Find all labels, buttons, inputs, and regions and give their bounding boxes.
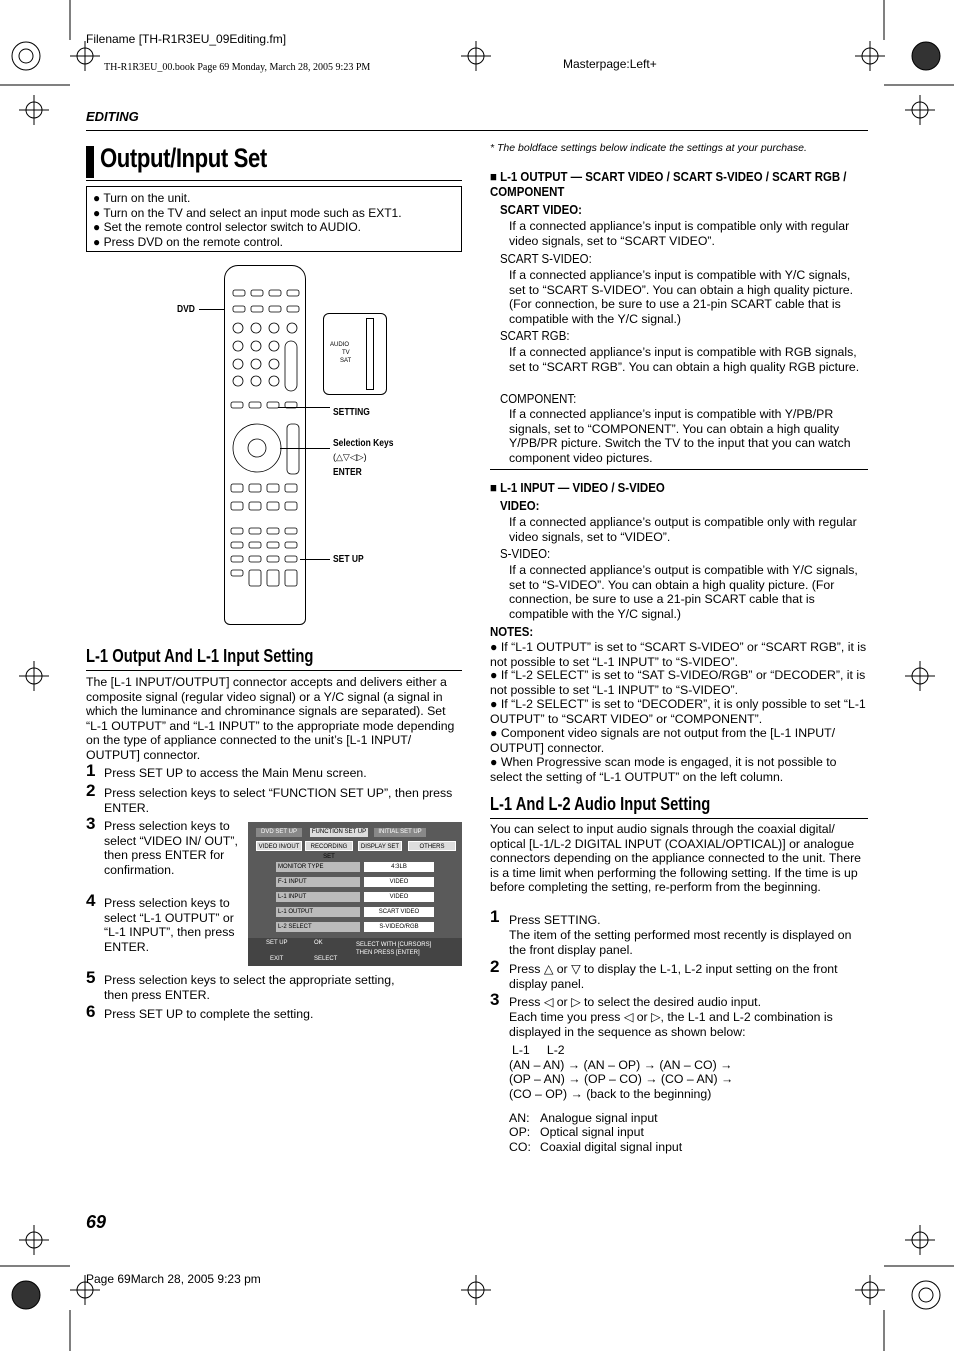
setup-leader: [300, 559, 330, 560]
legend-key: AN:: [509, 1111, 530, 1125]
step-text: Press ◁ or ▷ to select the desired audio input.: [509, 995, 762, 1009]
option-name: SCART VIDEO:: [500, 202, 582, 217]
step-text: Press △ or ▽ to display the L-1, L-2 input setting on the front display panel.: [509, 962, 838, 991]
osd-row-label: L-1 INPUT: [276, 892, 360, 902]
remote-label-arrows: (△▽◁▷): [333, 452, 367, 462]
step-text: Press selection keys to select “VIDEO IN/ OUT”, then press ENTER for confirmation.: [104, 819, 238, 877]
right-divider: [490, 469, 868, 470]
step-text: Press SET UP to access the Main Menu screen.: [104, 766, 367, 780]
step-text: Press SET UP to complete the setting.: [104, 1007, 314, 1021]
osd-subtab: VIDEO IN/OUT: [256, 841, 302, 851]
step-subtext: Each time you press ◁ or ▷, the L-1 and L-2 combination is displayed in the sequence as shown below:: [509, 1010, 833, 1039]
legend-value: Coaxial digital signal input: [540, 1140, 683, 1154]
prereq-item: ● Set the remote control selector switch to AUDIO.: [93, 220, 362, 234]
audio-section-heading: L-1 And L-2 Audio Input Setting: [490, 794, 711, 814]
osd-subtab: RECORDING SET: [305, 841, 353, 851]
option-desc: If a connected appliance’s output is compatible with Y/C signals, set to “S-VIDEO”. You can obtain a high quality picture. (For connection, be sure to use a 21-pin SCART cable that is compatible with the Y/C signal.): [509, 563, 858, 621]
osd-row-label: MONITOR TYPE: [276, 862, 360, 872]
step-text: Press selection keys to select “L-1 OUTPUT” or “L-1 INPUT”, then press ENTER.: [104, 896, 235, 954]
step-text: Press selection keys to select the appropriate setting, then press ENTER.: [104, 973, 395, 1002]
step-number: 2: [86, 781, 96, 800]
osd-subtab: OTHERS: [408, 841, 456, 851]
remote-label-selection-keys: Selection Keys: [333, 438, 394, 449]
dvd-leader: [199, 309, 225, 310]
option-name: COMPONENT:: [500, 391, 577, 406]
remote-label-enter: ENTER: [333, 467, 362, 478]
legend-value: Analogue signal input: [540, 1111, 658, 1125]
top-rule: [86, 130, 868, 131]
osd-row-label: L-2 SELECT: [276, 922, 360, 932]
osd-footer-hint: THEN PRESS [ENTER]: [356, 950, 420, 956]
osd-footer-hint: SELECT WITH [CURSORS]: [356, 942, 432, 948]
notes-heading: NOTES:: [490, 624, 534, 639]
legend-key: CO:: [509, 1140, 531, 1154]
step-text: Press SETTING.: [509, 913, 601, 927]
option-name: SCART S-VIDEO:: [500, 251, 592, 266]
prerequisite-box: [86, 186, 462, 252]
switch-slot: [366, 318, 374, 390]
option-desc: If a connected appliance’s input is compatible with RGB signals, set to “SCART RGB”. You can obtain a high quality RGB picture.: [509, 345, 860, 374]
sequence-line: (CO – OP) → (back to the beginning): [509, 1087, 712, 1101]
remote-label-set-up: SET UP: [333, 554, 364, 565]
legend-key: OP:: [509, 1125, 531, 1139]
osd-row-label: F-1 INPUT: [276, 877, 360, 887]
section-tag: EDITING: [86, 109, 139, 124]
option-desc: If a connected appliance’s output is compatible only with regular video signals, set to “VIDEO”.: [509, 515, 857, 544]
step-number: 4: [86, 891, 96, 910]
osd-row-value: S-VIDEO/RGB: [364, 922, 434, 932]
step-number: 1: [86, 761, 96, 780]
osd-tab: INITIAL SET UP: [374, 828, 426, 837]
prereq-item: ● Press DVD on the remote control.: [93, 234, 283, 249]
option-desc: If a connected appliance’s input is compatible only with regular video signals, set to “SCART VIDEO”.: [509, 219, 850, 248]
step-text: Press selection keys to select “FUNCTION SET UP”, then press ENTER.: [104, 786, 453, 815]
option-desc: If a connected appliance’s input is compatible with Y/PB/PR signals, set to “COMPONENT”. You can obtain a high quality Y/PB/PR picture. Switch the TV to the input that you can watch component video pictures.: [509, 407, 851, 465]
title-bar: [86, 146, 94, 178]
switch-label-sat: SAT: [340, 358, 352, 364]
page-title: Output/Input Set: [100, 143, 267, 173]
audio-heading-rule: [490, 818, 868, 819]
remote-buttons: [225, 266, 305, 624]
step-number: 3: [490, 990, 500, 1009]
osd-subtab: DISPLAY SET: [358, 841, 402, 851]
setting-leader: [278, 407, 330, 408]
title-rule: [86, 180, 462, 181]
step-subtext: The item of the setting performed most recently is displayed on the front display panel.: [509, 928, 852, 957]
boldface-note: * The boldface settings below indicate the settings at your purchase.: [490, 142, 807, 154]
step-number: 3: [86, 814, 96, 833]
note-item: ● If “L-1 OUTPUT” is set to “SCART S-VIDEO” or “SCART RGB”, it is not possible to set “L-1 INPUT” to “S-VIDEO”.: [490, 640, 867, 669]
osd-footer-select: SELECT: [314, 956, 338, 962]
audio-intro: You can select to input audio signals through the coaxial digital/ optical [L-1/L-2 DIGITAL INPUT (COAXIAL/OPTICAL)] or analogue connectors depending on the appliance connected to the unit. There is a time limit when performing the following setting. If the time is up before completing the setting, re-perform from the beginning.: [490, 822, 862, 894]
sequence-line: (AN – AN) → (AN – OP) → (AN – CO) →: [509, 1058, 733, 1072]
option-name: VIDEO:: [500, 498, 540, 513]
osd-tab-active: FUNCTION SET UP: [311, 829, 367, 835]
note-item: ● Component video signals are not output from the [L-1 INPUT/ OUTPUT] connector.: [490, 726, 836, 755]
sequence-line: (OP – AN) → (OP – CO) → (CO – AN) →: [509, 1072, 734, 1086]
header-bookline: TH-R1R3EU_00.book Page 69 Monday, March 28, 2005 9:23 PM: [104, 62, 371, 73]
note-item: ● If “L-2 SELECT” is set to “SAT S-VIDEO/RGB” or “DECODER”, it is not possible to set “L-1 INPUT” to “S-VIDEO”.: [490, 668, 866, 697]
option-name: S-VIDEO:: [500, 546, 551, 561]
l1-section-heading: L-1 Output And L-1 Input Setting: [86, 646, 314, 666]
note-item: ● When Progressive scan mode is engaged, it is not possible to select the setting of “L-1 OUTPUT” on the left column.: [490, 755, 837, 784]
osd-row-label: L-1 OUTPUT: [276, 907, 360, 917]
selector-switch-callout: [323, 313, 387, 395]
step-number: 5: [86, 968, 96, 987]
selection-leader: [280, 448, 330, 449]
osd-row-value: SCART VIDEO: [364, 907, 434, 917]
footer-text: Page 69March 28, 2005 9:23 pm: [86, 1272, 261, 1286]
option-desc: If a connected appliance’s input is compatible with Y/C signals, set to “SCART S-VIDEO”. You can obtain a high quality picture. (For connection, be sure to use a 21-pin SCART cable that is compatible with the Y/C signal.): [509, 268, 854, 326]
osd-footer-setup: SET UP: [266, 940, 288, 946]
osd-row-value: 4:3LB: [364, 862, 434, 872]
osd-tab: DVD SET UP: [256, 828, 302, 837]
switch-label-audio: AUDIO: [330, 342, 350, 348]
legend-value: Optical signal input: [540, 1125, 644, 1139]
remote-label-setting: SETTING: [333, 407, 370, 418]
osd-row-value: VIDEO: [364, 892, 434, 902]
osd-row-value: VIDEO: [364, 877, 434, 887]
header-filename: Filename [TH-R1R3EU_09Editing.fm]: [86, 32, 287, 46]
header-masterpage: Masterpage:Left+: [563, 57, 657, 71]
prereq-item: ● Turn on the unit.: [93, 191, 191, 205]
remote-label-dvd: DVD: [177, 304, 195, 315]
l1-intro: The [L-1 INPUT/OUTPUT] connector accepts and delivers either a composite signal (regular video signal) or a Y/C signal (a signal in which the luminance and chrominance signals are separated). Set “L-1 OUTPUT” and “L-1 INPUT” to the appropriate mode depending on the type of appliance connected to the unit’s [L-1 INPUT/ OUTPUT] connector.: [86, 675, 455, 762]
l1-output-heading: ■ L-1 OUTPUT — SCART VIDEO / SCART S-VIDEO / SCART RGB / COMPONENT: [490, 169, 847, 199]
sequence-line: L-1 L-2: [512, 1043, 565, 1057]
l1-input-heading: ■ L-1 INPUT — VIDEO / S-VIDEO: [490, 480, 665, 495]
remote-control-illustration: [224, 265, 306, 625]
l1-heading-rule: [86, 670, 462, 671]
step-number: 6: [86, 1002, 96, 1021]
step-number: 1: [490, 907, 500, 926]
prereq-item: ● Turn on the TV and select an input mode such as EXT1.: [93, 205, 402, 220]
osd-footer-exit: EXIT: [270, 956, 284, 962]
page-number: 69: [86, 1212, 107, 1232]
option-name: SCART RGB:: [500, 328, 570, 343]
osd-footer-ok: OK: [314, 940, 323, 946]
switch-label-tv: TV: [342, 350, 350, 356]
osd-menu-screenshot: [248, 822, 462, 966]
step-number: 2: [490, 957, 500, 976]
note-item: ● If “L-2 SELECT” is set to “DECODER”, it is only possible to set “L-1 OUTPUT” to “SCART VIDEO” or “COMPONENT”.: [490, 697, 866, 726]
